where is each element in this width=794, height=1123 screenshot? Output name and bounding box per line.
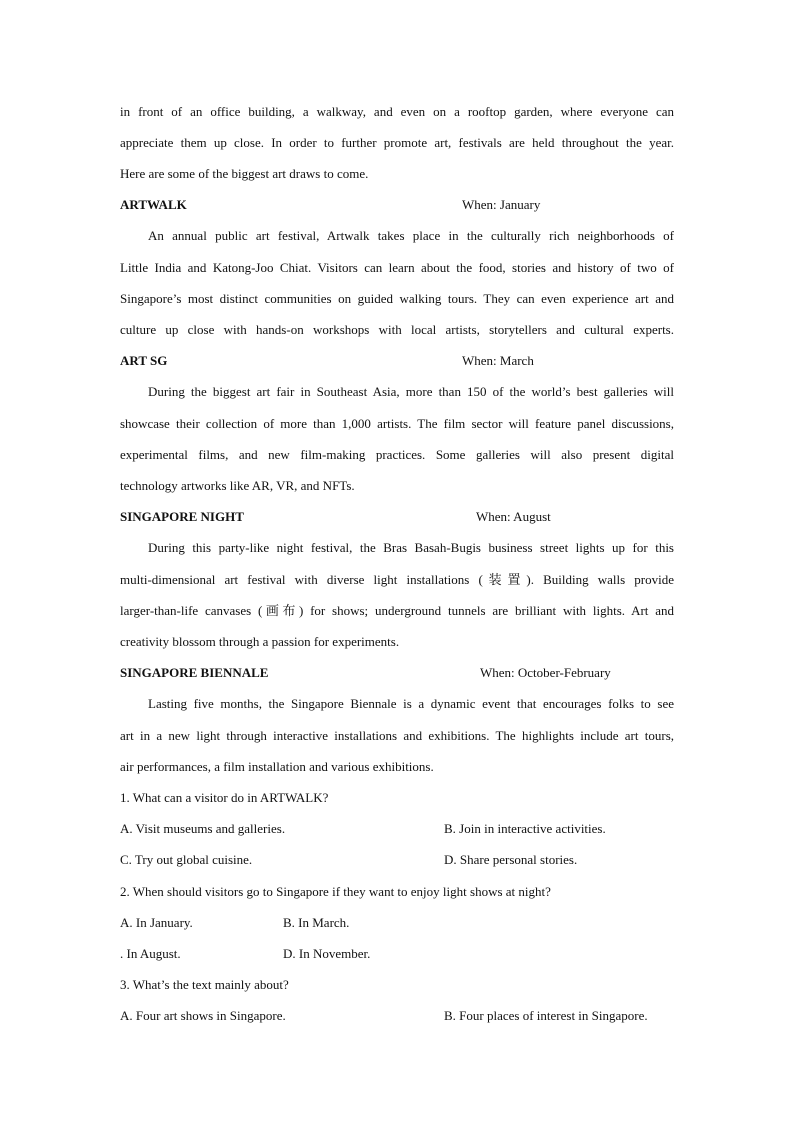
section-title-singapore-night: SINGAPORE NIGHT bbox=[120, 509, 244, 524]
section-when-artwalk: When: January bbox=[462, 197, 541, 212]
question-stem: 3. What’s the text mainly about? bbox=[120, 977, 289, 992]
section-line: larger-than-life canvases (画布) for shows; underground tunnels are brilliant with lights. Art and bbox=[120, 603, 674, 618]
section-when-art-sg: When: March bbox=[462, 353, 534, 368]
section-line: During the biggest art fair in Southeast Asia, more than 150 of the world’s best galleries will bbox=[148, 384, 674, 399]
section-line: culture up close with hands-on workshops with local artists, storytellers and cultural experts. bbox=[120, 322, 674, 337]
question-option: B. Four places of interest in Singapore. bbox=[444, 1008, 648, 1023]
section-line: technology artworks like AR, VR, and NFTs. bbox=[120, 478, 355, 493]
section-line: showcase their collection of more than 1,000 artists. The film sector will feature panel discussions, bbox=[120, 416, 674, 431]
section-line: art in a new light through interactive installations and exhibitions. The highlights include art tours, bbox=[120, 728, 674, 743]
question-option: D. In November. bbox=[283, 946, 371, 961]
section-when-singapore-biennale: When: October-February bbox=[480, 665, 611, 680]
section-line: Little India and Katong-Joo Chiat. Visitors can learn about the food, stories and history of two of bbox=[120, 260, 674, 275]
section-line: air performances, a film installation and various exhibitions. bbox=[120, 759, 434, 774]
section-line: Lasting five months, the Singapore Biennale is a dynamic event that encourages folks to see bbox=[148, 696, 674, 711]
section-line: An annual public art festival, Artwalk takes place in the culturally rich neighborhoods of bbox=[148, 228, 674, 243]
section-line: experimental films, and new film-making practices. Some galleries will also present digital bbox=[120, 447, 674, 462]
question-option: B. In March. bbox=[283, 915, 350, 930]
section-title-artwalk: ARTWALK bbox=[120, 197, 187, 212]
section-when-singapore-night: When: August bbox=[476, 509, 551, 524]
intro-line: appreciate them up close. In order to further promote art, festivals are held throughout the year. bbox=[120, 135, 674, 150]
section-line: multi-dimensional art festival with diverse light installations (装置). Building walls provide bbox=[120, 572, 674, 587]
question-option: B. Join in interactive activities. bbox=[444, 821, 606, 836]
intro-line: in front of an office building, a walkway, and even on a rooftop garden, where everyone can bbox=[120, 104, 674, 119]
section-line: During this party-like night festival, the Bras Basah-Bugis business street lights up for this bbox=[148, 540, 674, 555]
question-option: A. Four art shows in Singapore. bbox=[120, 1008, 286, 1023]
question-stem: 1. What can a visitor do in ARTWALK? bbox=[120, 790, 329, 805]
intro-line: Here are some of the biggest art draws to come. bbox=[120, 166, 369, 181]
section-line: Singapore’s most distinct communities on guided walking tours. They can even experience art and bbox=[120, 291, 674, 306]
section-title-art-sg: ART SG bbox=[120, 353, 168, 368]
question-option: A. Visit museums and galleries. bbox=[120, 821, 286, 836]
question-option: D. Share personal stories. bbox=[444, 852, 578, 867]
question-stem: 2. When should visitors go to Singapore if they want to enjoy light shows at night? bbox=[120, 884, 551, 899]
question-option: . In August. bbox=[120, 946, 181, 961]
section-line: creativity blossom through a passion for experiments. bbox=[120, 634, 400, 649]
question-option: C. Try out global cuisine. bbox=[120, 852, 253, 867]
section-title-singapore-biennale: SINGAPORE BIENNALE bbox=[120, 665, 269, 680]
question-option: A. In January. bbox=[120, 915, 193, 930]
